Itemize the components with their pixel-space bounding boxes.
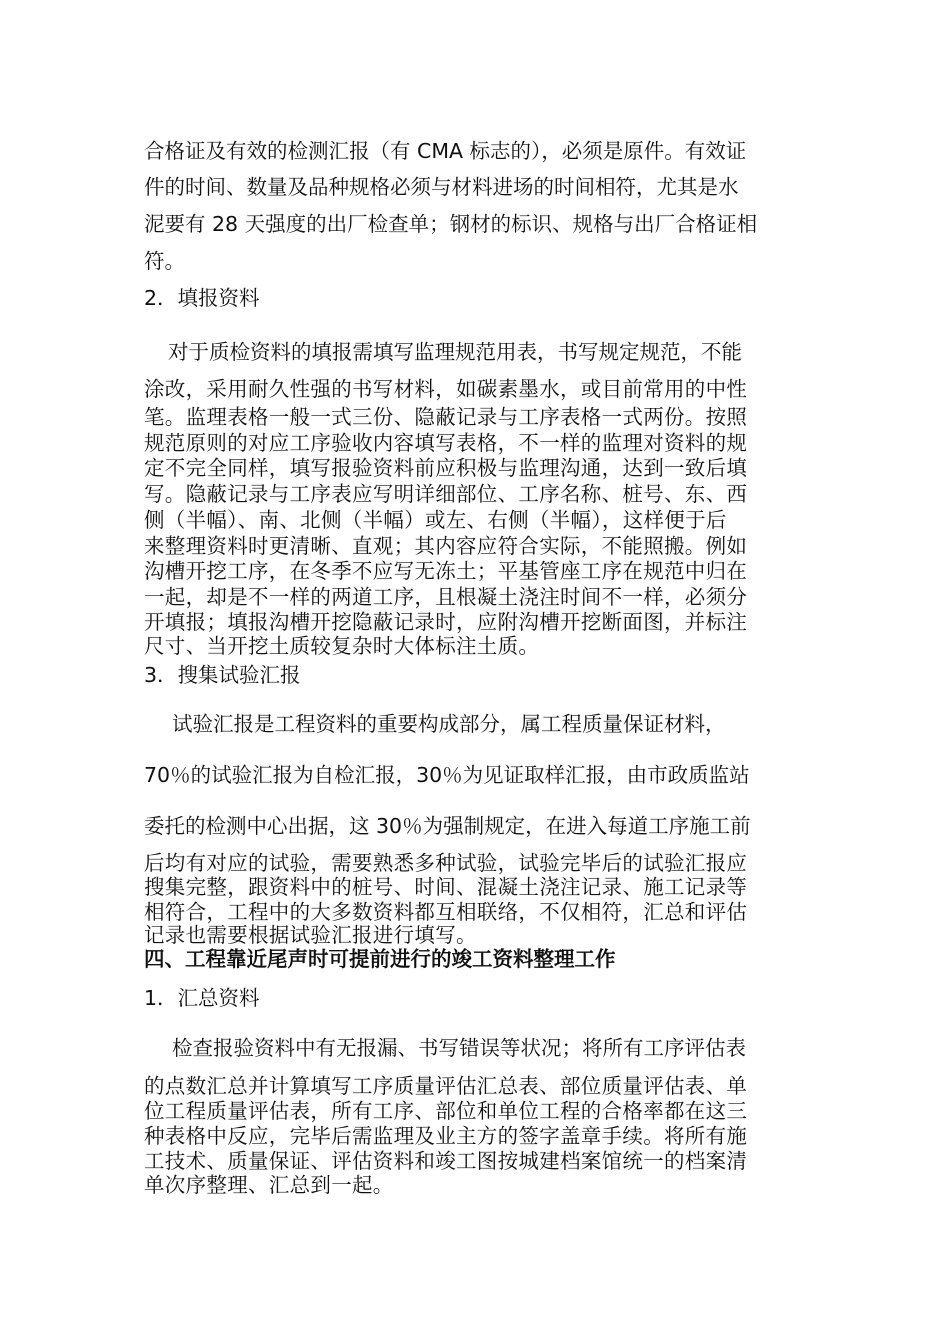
body-line: 尺寸、当开挖土质较复杂时大体标注土质。	[144, 634, 540, 658]
body-line: 侧（半幅）、南、北侧（半幅）或左、右侧（半幅），这样便于后	[144, 508, 727, 532]
body-line: 沟槽开挖工序，在冬季不应写无冻土；平基管座工序在规范中归在	[144, 559, 748, 583]
body-line: 开填报；填报沟槽开挖隐蔽记录时，应附沟槽开挖断面图，并标注	[144, 610, 748, 634]
section-heading: 2．填报资料	[144, 286, 260, 310]
body-line: 的点数汇总并计算填写工序质量评估汇总表、部位质量评估表、单	[144, 1074, 748, 1098]
section-heading: 1．汇总资料	[144, 986, 260, 1010]
body-line: 来整理资料时更清晰、直观；其内容应符合实际，不能照搬。例如	[144, 534, 748, 558]
body-line: 相符合，工程中的大多数资料都互相联络，不仅相符，汇总和评估	[144, 900, 748, 924]
paragraph-first-line: 检查报验资料中有无报漏、书写错误等状况；将所有工序评估表	[172, 1036, 746, 1060]
body-line: 合格证及有效的检测汇报（有 CMA 标志的），必须是原件。有效证	[144, 139, 747, 163]
body-line: 种表格中反应，完毕后需监理及业主方的签字盖章手续。将所有施	[144, 1124, 748, 1148]
body-line: 符。	[144, 249, 185, 273]
section-heading: 3．搜集试验汇报	[144, 663, 301, 687]
body-line: 一起，却是不一样的两道工序，且根凝土浇注时间不一样，必须分	[144, 585, 748, 609]
paragraph-first-line: 对于质检资料的填报需填写监理规范用表，书写规定规范，不能	[168, 340, 742, 364]
body-line: 位工程质量评估表，所有工序、部位和单位工程的合格率都在这三	[144, 1099, 748, 1123]
body-line: 件的时间、数量及品种规格必须与材料进场的时间相符，尤其是水	[144, 175, 739, 199]
body-line: 70％的试验汇报为自检汇报，30％为见证取样汇报，由市政质监站	[144, 763, 750, 787]
chapter-heading: 四、工程靠近尾声时可提前进行的竣工资料整理工作	[144, 947, 616, 971]
body-line: 工技术、质量保证、评估资料和竣工图按城建档案馆统一的档案清	[144, 1149, 748, 1173]
body-line: 搜集完整，跟资料中的桩号、时间、混凝土浇注记录、施工记录等	[144, 875, 748, 899]
body-line: 规范原则的对应工序验收内容填写表格，不一样的监理对资料的规	[144, 431, 748, 455]
body-line: 笔。监理表格一般一式三份、隐蔽记录与工序表格一式两份。按照	[144, 405, 748, 429]
body-line: 泥要有 28 天强度的出厂检查单；钢材的标识、规格与出厂合格证相	[144, 212, 758, 236]
body-line: 单次序整理、汇总到一起。	[144, 1173, 394, 1197]
paragraph-first-line: 试验汇报是工程资料的重要构成部分，属工程质量保证材料，	[172, 712, 726, 736]
body-line: 涂改，采用耐久性强的书写材料，如碳素墨水，或目前常用的中性	[144, 377, 748, 401]
body-line: 定不完全同样，填写报验资料前应积极与监理沟通，达到一致后填	[144, 456, 748, 480]
body-line: 后均有对应的试验，需要熟悉多种试验，试验完毕后的试验汇报应	[144, 851, 748, 875]
body-line: 记录也需要根据试验汇报进行填写。	[144, 923, 477, 947]
body-line: 写。隐蔽记录与工序表应写明详细部位、工序名称、桩号、东、西	[144, 482, 748, 506]
body-line: 委托的检测中心出据，这 30％为强制规定，在进入每道工序施工前	[144, 814, 751, 838]
